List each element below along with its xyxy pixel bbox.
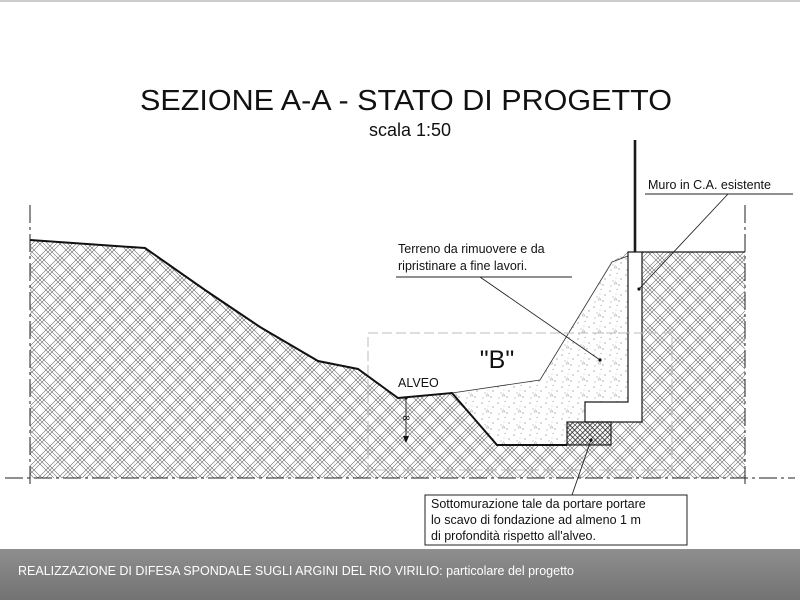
riverbed-label: ALVEO	[398, 376, 439, 390]
soil-label-line1: Terreno da rimuovere e da	[398, 242, 545, 256]
underpinning-leader-dot	[589, 438, 592, 441]
underpinning-note-line1: Sottomurazione tale da portare portare	[431, 497, 646, 511]
wall-label: Muro in C.A. esistente	[648, 178, 771, 192]
caption-bar	[0, 549, 800, 600]
drawing-title: SEZIONE A-A - STATO DI PROGETTO	[140, 85, 672, 117]
riverbed-dimension-value: 8	[401, 415, 411, 421]
drawing-scale: scala 1:50	[368, 120, 452, 140]
soil-label-line2: ripristinare a fine lavori.	[398, 259, 528, 273]
wall-leader-dot	[637, 287, 640, 290]
detail-b-label: "B"	[479, 346, 515, 374]
caption-text: REALIZZAZIONE DI DIFESA SPONDALE SUGLI ARGINI DEL RIO VIRILIO: particolare del progetto	[18, 564, 574, 578]
underpinning-block	[567, 422, 611, 445]
soil-leader-dot	[598, 358, 601, 361]
underpinning-note-line2: lo scavo di fondazione ad almeno 1 m	[431, 513, 641, 527]
underpinning-note-line3: di profondità rispetto all'alveo.	[431, 529, 596, 543]
